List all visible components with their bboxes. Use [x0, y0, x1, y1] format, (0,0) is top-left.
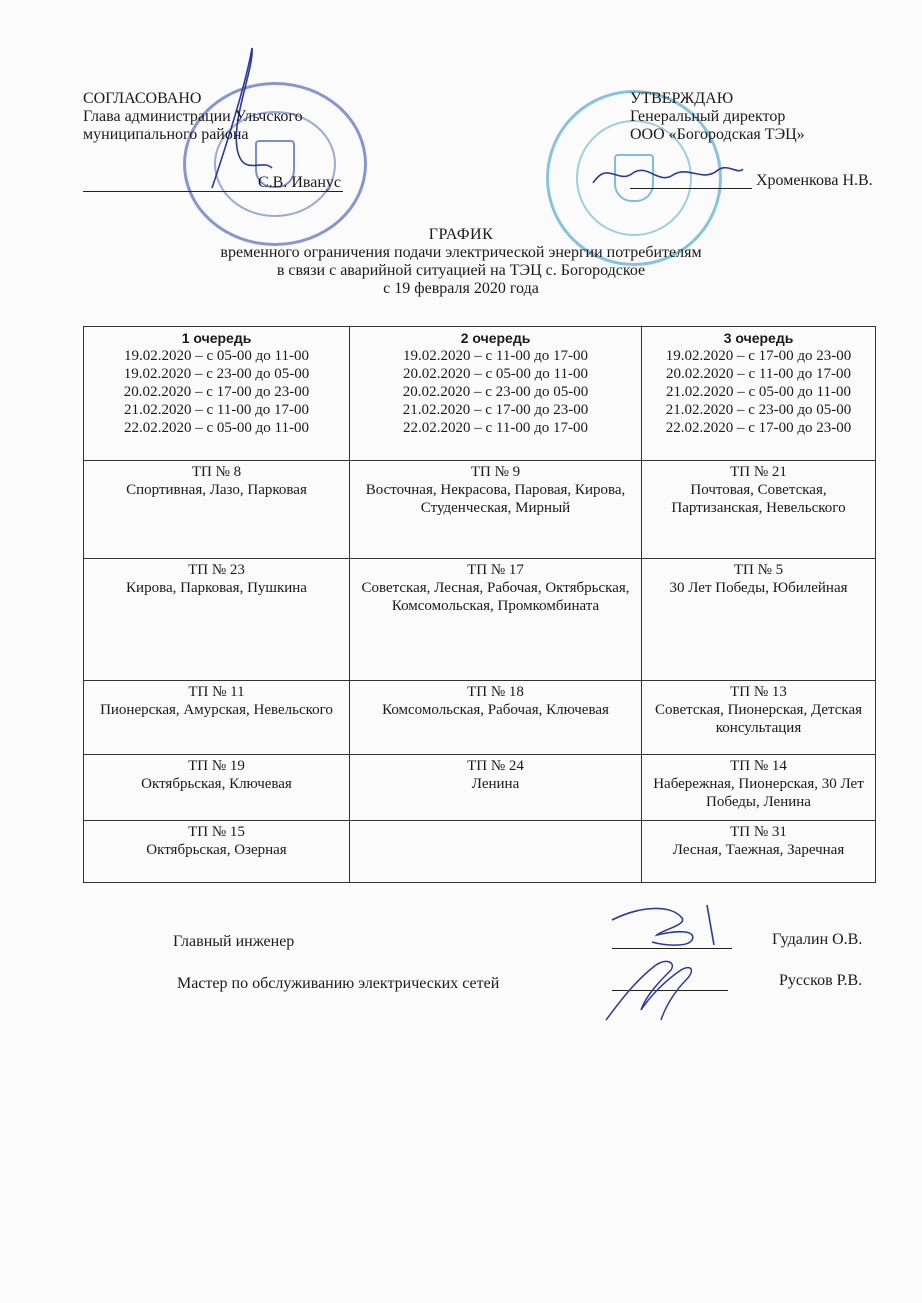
agreed-heading: СОГЛАСОВАНО — [83, 90, 202, 107]
queue-slot: 20.02.2020 – с 23-00 до 05-00 — [402, 384, 589, 400]
tp-number: ТП № 23 — [188, 562, 245, 578]
tp-cell — [84, 681, 350, 755]
tp-streets: 30 Лет Победы, Юбилейная — [669, 580, 848, 596]
tp-cell — [642, 461, 876, 559]
master-title: Мастер по обслуживанию электрических сетей — [177, 975, 500, 992]
tp-number: ТП № 24 — [467, 758, 524, 774]
tp-streets: Почтовая, Советская, Партизанская, Невельского — [671, 482, 846, 516]
tp-number: ТП № 18 — [467, 684, 524, 700]
tp-number: ТП № 19 — [188, 758, 245, 774]
tp-number: ТП № 5 — [733, 562, 784, 578]
queue-slot: 19.02.2020 – с 11-00 до 17-00 — [403, 348, 588, 364]
tp-cell — [642, 559, 876, 681]
queue-slot: 19.02.2020 – с 05-00 до 11-00 — [124, 348, 309, 364]
table-row — [84, 681, 876, 755]
queue-slot: 21.02.2020 – с 05-00 до 11-00 — [666, 384, 851, 400]
agreed-signer: С.В. Иванус — [258, 174, 342, 191]
queue-slot: 19.02.2020 – с 23-00 до 05-00 — [123, 366, 310, 382]
tp-streets: Советская, Пионерская, Детская консультация — [654, 702, 863, 736]
queue-slot: 21.02.2020 – с 23-00 до 05-00 — [665, 402, 852, 418]
tp-streets: Ленина — [471, 776, 520, 792]
tp-cell — [642, 681, 876, 755]
title-main: ГРАФИК — [428, 226, 494, 243]
approve-signer: Хроменкова Н.В. — [756, 172, 873, 189]
queue-slot: 20.02.2020 – с 11-00 до 17-00 — [666, 366, 851, 382]
signature-russkov — [596, 950, 706, 1030]
approve-position: Генеральный директор — [630, 108, 786, 125]
tp-cell — [84, 461, 350, 559]
tp-streets: Октябрьская, Озерная — [146, 842, 287, 858]
tp-streets: Комсомольская, Рабочая, Ключевая — [382, 702, 609, 718]
queue-slot: 20.02.2020 – с 17-00 до 23-00 — [123, 384, 310, 400]
queue-title: 1 очередь — [181, 330, 252, 346]
tp-streets: Восточная, Некрасова, Паровая, Кирова, Студенческая, Мирный — [365, 482, 626, 516]
title-line-2: в связи с аварийной ситуацией на ТЭЦ с. Богородское — [276, 262, 646, 279]
tp-streets: Пионерская, Амурская, Невельского — [100, 702, 333, 718]
queue-title: 3 очередь — [723, 330, 794, 346]
agreed-position: Глава администрации Ульчского муниципального района — [83, 108, 303, 143]
tp-number: ТП № 21 — [730, 464, 787, 480]
queue-slot: 22.02.2020 – с 11-00 до 17-00 — [403, 420, 588, 436]
tp-number: ТП № 17 — [467, 562, 524, 578]
approve-heading: УТВЕРЖДАЮ — [630, 90, 734, 107]
queue-cell — [642, 327, 876, 461]
queue-cell — [350, 327, 642, 461]
tp-number: ТП № 31 — [730, 824, 787, 840]
title-line-3: с 19 февраля 2020 года — [383, 280, 539, 297]
tp-streets: Кирова, Парковая, Пушкина — [126, 580, 307, 596]
schedule-table — [83, 326, 876, 883]
queue-title: 2 очередь — [460, 330, 531, 346]
table-row — [84, 755, 876, 821]
table-row — [84, 461, 876, 559]
tp-number: ТП № 11 — [188, 684, 245, 700]
tp-cell — [350, 559, 642, 681]
engineer-title: Главный инженер — [173, 933, 295, 950]
tp-number: ТП № 13 — [730, 684, 787, 700]
queue-slot: 20.02.2020 – с 05-00 до 11-00 — [403, 366, 588, 382]
tp-cell — [350, 681, 642, 755]
queue-cell — [84, 327, 350, 461]
tp-cell — [84, 559, 350, 681]
tp-streets: Спортивная, Лазо, Парковая — [126, 482, 307, 498]
queue-slot: 22.02.2020 – с 17-00 до 23-00 — [665, 420, 852, 436]
tp-cell — [84, 821, 350, 883]
tp-streets: Октябрьская, Ключевая — [141, 776, 292, 792]
queue-slot: 22.02.2020 – с 05-00 до 11-00 — [124, 420, 309, 436]
tp-cell — [642, 755, 876, 821]
tp-cell — [350, 755, 642, 821]
tp-streets: Набережная, Пионерская, 30 Лет Победы, Ленина — [653, 776, 864, 810]
approve-block — [630, 90, 890, 144]
tp-number: ТП № 14 — [730, 758, 787, 774]
queue-slot: 19.02.2020 – с 17-00 до 23-00 — [665, 348, 852, 364]
agreed-block — [83, 90, 353, 144]
table-row — [84, 559, 876, 681]
approve-signature-line — [630, 188, 752, 189]
tp-cell — [350, 461, 642, 559]
queue-slot: 21.02.2020 – с 17-00 до 23-00 — [402, 402, 589, 418]
table-row — [84, 821, 876, 883]
title-line-1: временного ограничения подачи электрической энергии потребителям — [220, 244, 702, 261]
tp-streets: Советская, Лесная, Рабочая, Октябрьская, Комсомольская, Промкомбината — [361, 580, 630, 614]
master-name: Русcков Р.В. — [779, 972, 863, 989]
tp-cell — [84, 755, 350, 821]
tp-number: ТП № 8 — [191, 464, 242, 480]
approve-org: ООО «Богородская ТЭЦ» — [630, 126, 805, 143]
tp-streets: Лесная, Таежная, Заречная — [672, 842, 845, 858]
tp-cell-empty — [350, 821, 642, 883]
document-title — [0, 226, 922, 298]
queue-header-row — [84, 327, 876, 461]
tp-number: ТП № 15 — [188, 824, 245, 840]
signature-gudalin — [602, 900, 742, 950]
signature-khromenkova — [588, 155, 748, 195]
tp-number: ТП № 9 — [470, 464, 521, 480]
engineer-name: Гудалин О.В. — [772, 931, 863, 948]
queue-slot: 21.02.2020 – с 11-00 до 17-00 — [124, 402, 309, 418]
tp-cell — [642, 821, 876, 883]
